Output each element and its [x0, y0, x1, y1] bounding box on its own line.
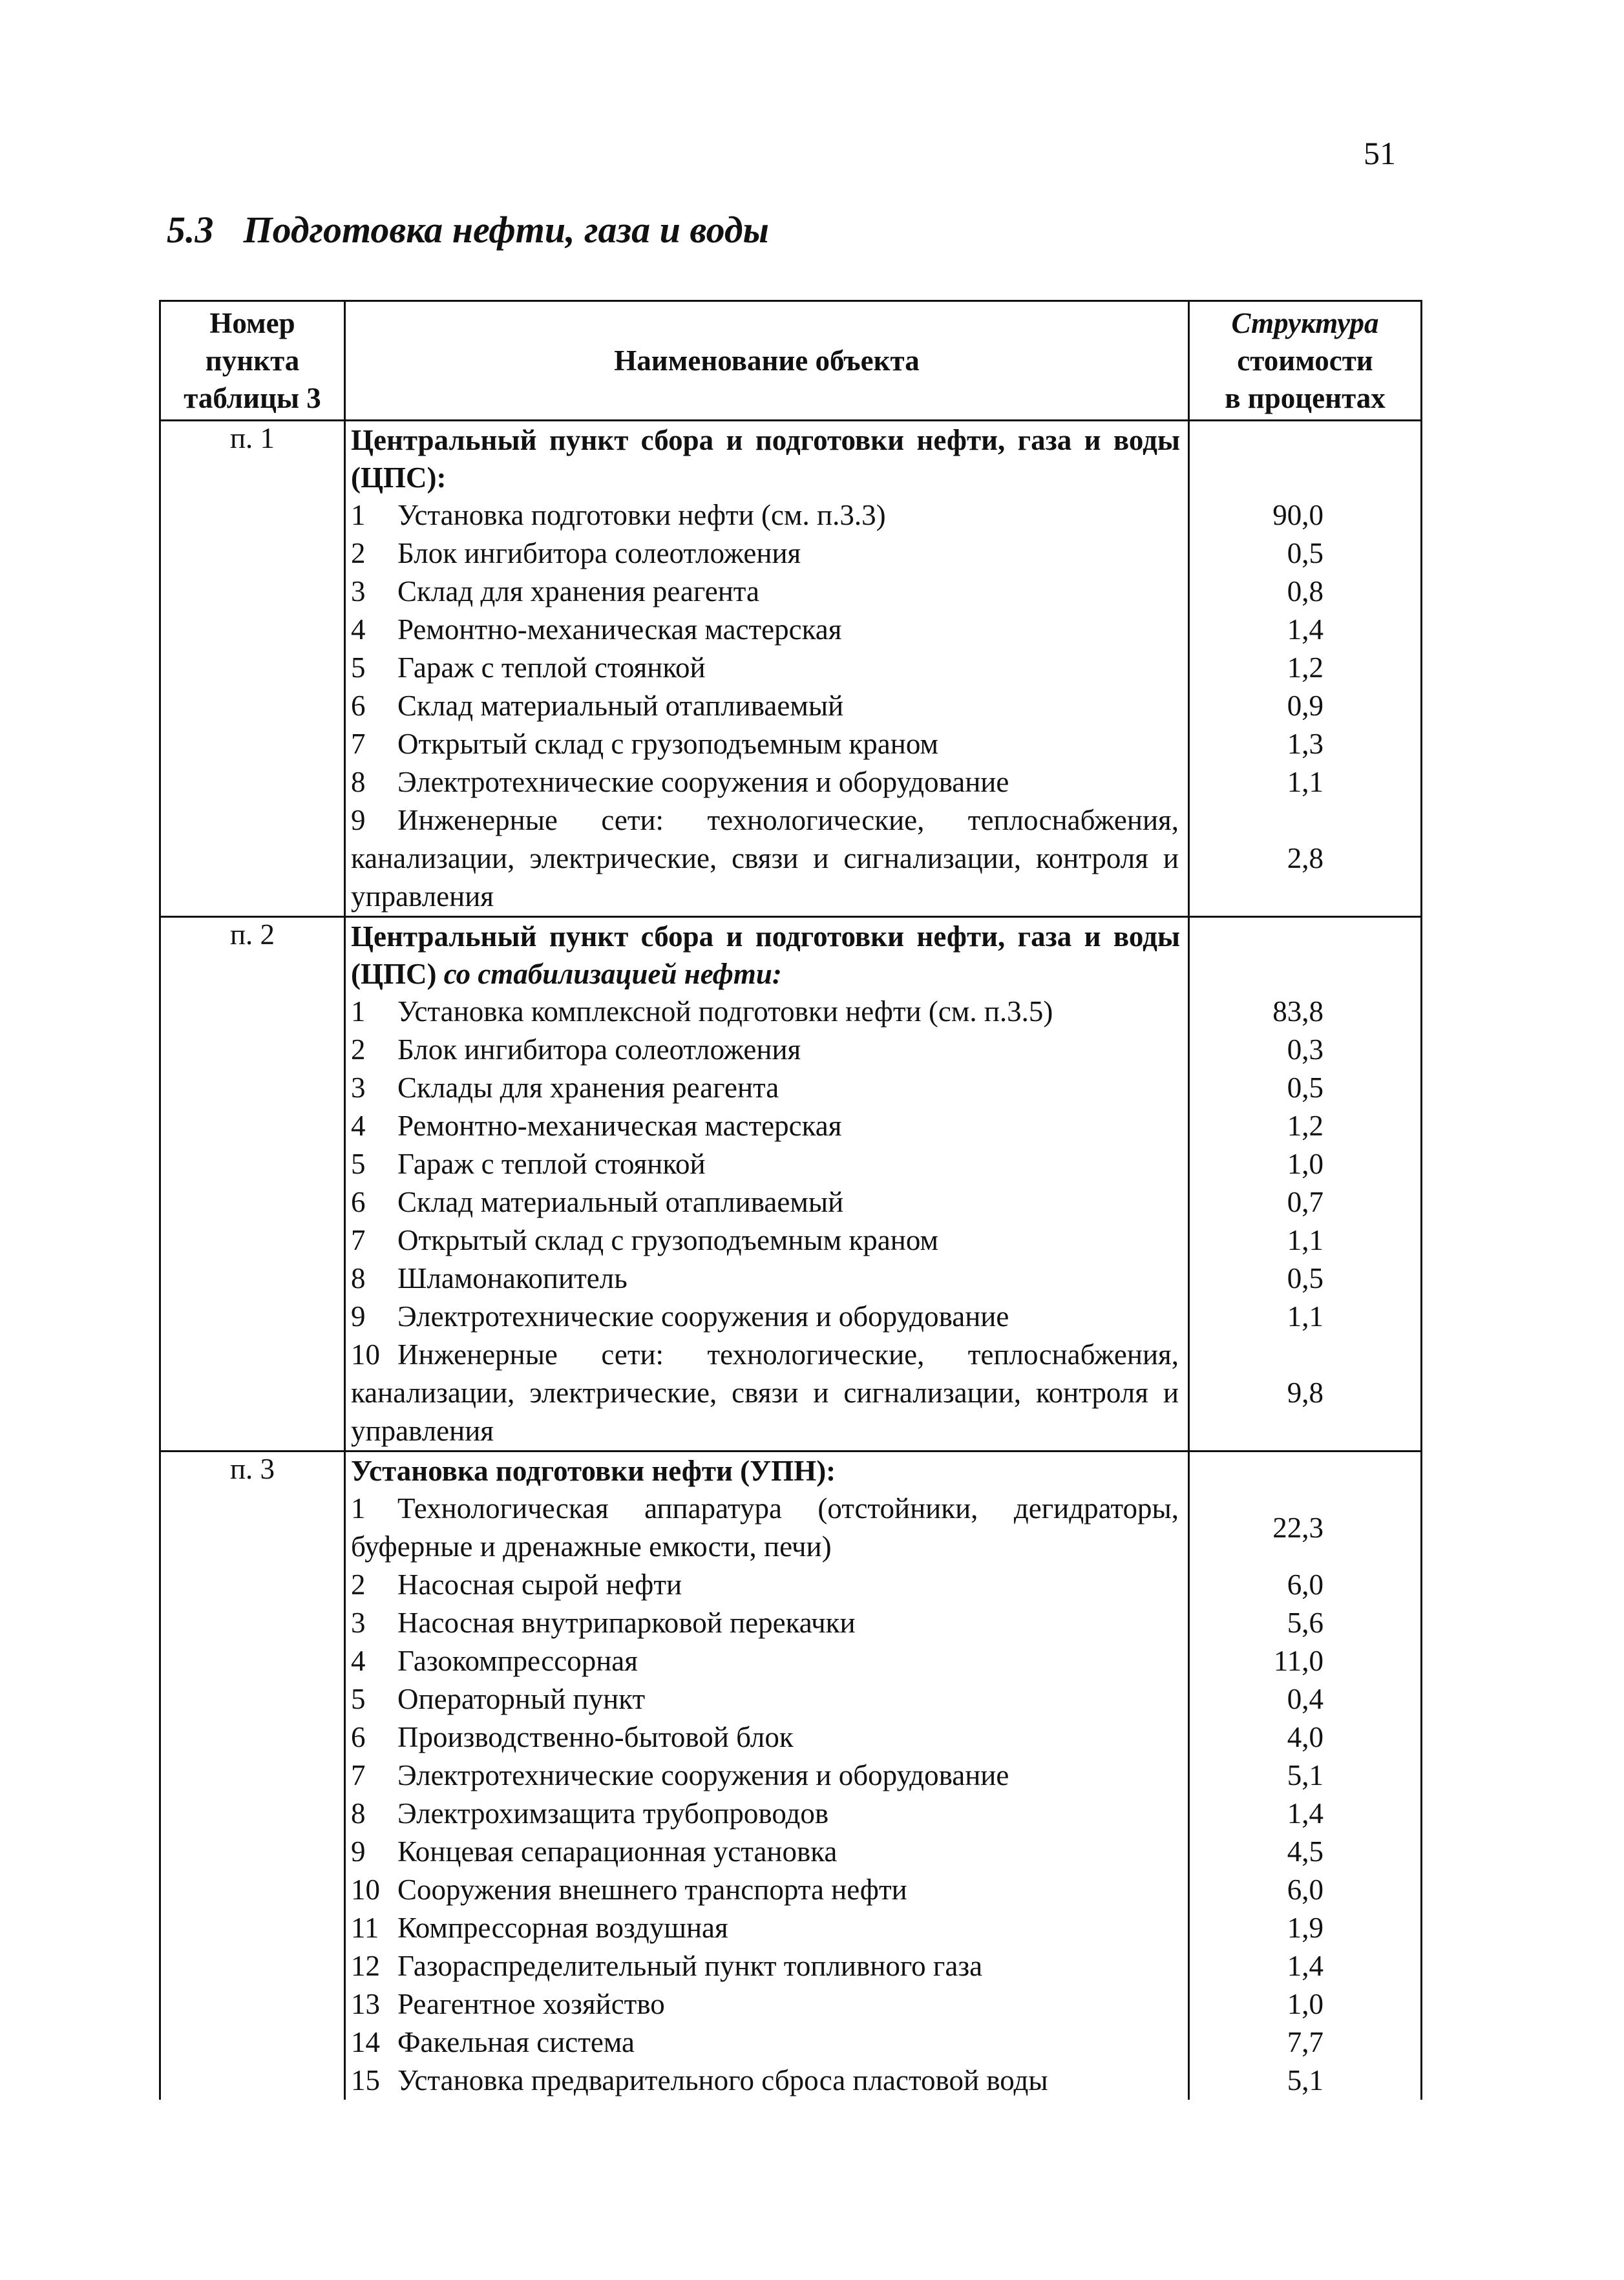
cost-percent: 90,0 [1189, 496, 1422, 534]
item-name: Склады для хранения реагента [397, 1071, 779, 1104]
item-name: Инженерные сети: технологические, теплоснабжения, канализации, электрические, связи и сигнализации, контроля и управления [351, 804, 1179, 913]
item-name-cell [345, 1145, 1189, 1183]
item-name-cell [345, 687, 1189, 725]
group-title-text: Центральный пункт сбора и подготовки нефти, газа и воды (ЦПС) [351, 920, 1180, 990]
item-name: Факельная система [397, 2026, 635, 2058]
item-number: 4 [351, 1645, 366, 1677]
table-row [160, 1909, 1422, 1947]
item-number: 10 [351, 1874, 380, 1906]
item-name: Электротехнические сооружения и оборудование [397, 766, 1009, 798]
item-number: 4 [351, 613, 366, 646]
table-group [160, 917, 1422, 1451]
cost-percent: 1,0 [1189, 1985, 1422, 2023]
table-row [160, 1107, 1422, 1145]
item-name-cell [345, 611, 1189, 649]
item-name: Блок ингибитора солеотложения [397, 537, 801, 569]
item-name-cell [345, 2062, 1189, 2100]
item-number: 9 [351, 1300, 366, 1333]
item-number: 3 [351, 1607, 366, 1639]
cost-percent: 0,7 [1189, 1183, 1422, 1221]
item-name: Газораспределительный пункт топливного газа [397, 1950, 983, 1982]
item-number: 5 [351, 651, 366, 684]
item-name-cell [345, 1909, 1189, 1947]
group-title-text: Центральный пункт сбора и подготовки нефти, газа и воды (ЦПС): [351, 424, 1180, 494]
item-number: 5 [351, 1148, 366, 1180]
item-name: Открытый склад с грузоподъемным краном [397, 728, 938, 760]
cost-percent: 1,2 [1189, 649, 1422, 687]
item-number: 6 [351, 1186, 366, 1218]
item-name: Склад для хранения реагента [397, 575, 759, 607]
empty-value-cell [1189, 421, 1422, 497]
section-title-text: Подготовка нефти, газа и воды [243, 209, 769, 251]
item-name-cell [345, 649, 1189, 687]
item-name: Гараж с теплой стоянкой [397, 1148, 706, 1180]
item-name-cell [345, 1336, 1189, 1451]
cost-percent: 0,5 [1189, 1260, 1422, 1298]
table-row [160, 1795, 1422, 1833]
item-name-cell [345, 993, 1189, 1031]
item-number: 3 [351, 1071, 366, 1104]
table-row [160, 2023, 1422, 2062]
table-row [160, 1680, 1422, 1718]
cost-percent: 9,8 [1189, 1336, 1422, 1451]
header-line: Структура [1231, 307, 1379, 339]
table-row [160, 496, 1422, 534]
table-header-row [160, 301, 1422, 421]
group-title [345, 917, 1189, 993]
item-name-cell [345, 534, 1189, 573]
item-name-cell [345, 573, 1189, 611]
table-row [160, 1642, 1422, 1680]
group-title-italic: со стабилизацией нефти: [443, 958, 782, 990]
table-row [160, 1336, 1422, 1451]
item-name-cell [345, 1604, 1189, 1642]
item-number: 7 [351, 1759, 366, 1791]
item-name-cell [345, 725, 1189, 763]
table-row [160, 1298, 1422, 1336]
item-number: 5 [351, 1683, 366, 1715]
item-number: 6 [351, 1721, 366, 1753]
group-title-text: Установка подготовки нефти (УПН): [351, 1455, 836, 1487]
cost-percent: 0,5 [1189, 534, 1422, 573]
item-number: 1 [351, 995, 366, 1028]
group-title [345, 1451, 1189, 1490]
item-name-cell [345, 801, 1189, 917]
item-name: Установка подготовки нефти (см. п.3.3) [397, 499, 886, 531]
cost-percent: 2,8 [1189, 801, 1422, 917]
item-name: Открытый склад с грузоподъемным краном [397, 1224, 938, 1256]
item-name: Компрессорная воздушная [397, 1912, 728, 1944]
item-number: 13 [351, 1988, 380, 2020]
item-number: 2 [351, 537, 366, 569]
item-number: 7 [351, 728, 366, 760]
empty-value-cell [1189, 917, 1422, 993]
item-name-cell [345, 1221, 1189, 1260]
cost-percent: 83,8 [1189, 993, 1422, 1031]
item-number: 6 [351, 690, 366, 722]
item-number: 4 [351, 1110, 366, 1142]
page-number: 51 [1364, 135, 1396, 171]
item-name-cell [345, 1871, 1189, 1909]
item-name: Технологическая аппаратура (отстойники, дегидраторы, буферные и дренажные емкости, печи) [351, 1492, 1179, 1563]
item-name-cell [345, 1757, 1189, 1795]
table-row [160, 1833, 1422, 1871]
cost-percent: 11,0 [1189, 1642, 1422, 1680]
item-number: 14 [351, 2026, 380, 2058]
item-name: Склад материальный отапливаемый [397, 690, 844, 722]
item-number: 9 [351, 1835, 366, 1868]
item-name: Инженерные сети: технологические, теплоснабжения, канализации, электрические, связи и сигнализации, контроля и управления [351, 1338, 1179, 1447]
item-number: 8 [351, 1262, 366, 1294]
table-row [160, 1985, 1422, 2023]
table-row [160, 1718, 1422, 1757]
table-row [160, 1947, 1422, 1985]
item-number: 3 [351, 575, 366, 607]
item-number: 15 [351, 2064, 380, 2096]
cost-percent: 7,7 [1189, 2023, 1422, 2062]
item-name-cell [345, 1566, 1189, 1604]
item-name: Концевая сепарационная установка [397, 1835, 838, 1868]
cost-percent: 1,1 [1189, 763, 1422, 801]
item-name-cell [345, 1718, 1189, 1757]
item-name-cell [345, 1947, 1189, 1985]
cost-percent: 0,9 [1189, 687, 1422, 725]
item-number: 7 [351, 1224, 366, 1256]
point-number-cell: п. 2 [160, 917, 345, 1451]
item-name: Гараж с теплой стоянкой [397, 651, 706, 684]
item-name-cell [345, 1680, 1189, 1718]
cost-percent: 1,3 [1189, 725, 1422, 763]
item-name: Склад материальный отапливаемый [397, 1186, 844, 1218]
cost-percent: 1,1 [1189, 1298, 1422, 1336]
item-name-cell [345, 763, 1189, 801]
item-name: Операторный пункт [397, 1683, 646, 1715]
item-name: Установка предварительного сброса пластовой воды [397, 2064, 1048, 2096]
cost-percent: 4,0 [1189, 1718, 1422, 1757]
table-row [160, 1490, 1422, 1566]
table-group [160, 1451, 1422, 2100]
header-line: стоимости [1237, 344, 1373, 377]
item-name-cell [345, 1642, 1189, 1680]
table-row [160, 1145, 1422, 1183]
header-line: таблицы 3 [184, 382, 321, 414]
item-number: 8 [351, 1797, 366, 1830]
table-row [160, 687, 1422, 725]
item-name: Ремонтно-механическая мастерская [397, 1110, 842, 1142]
cost-percent: 1,9 [1189, 1909, 1422, 1947]
group-title-row [160, 421, 1422, 497]
item-name-cell [345, 1069, 1189, 1107]
group-title-row [160, 917, 1422, 993]
item-name-cell [345, 1833, 1189, 1871]
empty-value-cell [1189, 1451, 1422, 1490]
item-name: Ремонтно-механическая мастерская [397, 613, 842, 646]
cost-percent: 1,4 [1189, 1947, 1422, 1985]
item-number: 2 [351, 1568, 366, 1601]
item-name: Блок ингибитора солеотложения [397, 1033, 801, 1066]
table-row [160, 1183, 1422, 1221]
item-name-cell [345, 1298, 1189, 1336]
item-name-cell [345, 1260, 1189, 1298]
item-name: Шламонакопитель [397, 1262, 627, 1294]
item-name-cell [345, 1031, 1189, 1069]
item-number: 9 [351, 804, 366, 836]
item-name-cell [345, 1795, 1189, 1833]
table-row [160, 801, 1422, 917]
cost-percent: 5,1 [1189, 2062, 1422, 2100]
table-row [160, 1221, 1422, 1260]
point-number-cell: п. 1 [160, 421, 345, 917]
cost-structure-table [159, 300, 1422, 2100]
header-cost-structure [1189, 301, 1422, 421]
cost-percent: 0,5 [1189, 1069, 1422, 1107]
item-name: Насосная внутрипарковой перекачки [397, 1607, 856, 1639]
cost-percent: 22,3 [1189, 1490, 1422, 1566]
header-line: в процентах [1225, 382, 1386, 414]
item-name: Электрохимзащита трубопроводов [397, 1797, 829, 1830]
header-line: пункта [205, 344, 300, 377]
cost-percent: 4,5 [1189, 1833, 1422, 1871]
item-name: Сооружения внешнего транспорта нефти [397, 1874, 907, 1906]
item-number: 8 [351, 766, 366, 798]
table-row [160, 2062, 1422, 2100]
cost-percent: 1,4 [1189, 1795, 1422, 1833]
item-number: 2 [351, 1033, 366, 1066]
cost-percent: 5,6 [1189, 1604, 1422, 1642]
item-number: 12 [351, 1950, 380, 1982]
group-title-row [160, 1451, 1422, 1490]
item-name-cell [345, 1107, 1189, 1145]
section-number: 5.3 [167, 209, 214, 251]
item-name-cell [345, 2023, 1189, 2062]
header-point-number [160, 301, 345, 421]
cost-percent: 6,0 [1189, 1566, 1422, 1604]
cost-percent: 5,1 [1189, 1757, 1422, 1795]
item-name-cell [345, 1985, 1189, 2023]
table-row [160, 1260, 1422, 1298]
item-name-cell [345, 1490, 1189, 1566]
item-name-cell [345, 1183, 1189, 1221]
cost-percent: 0,8 [1189, 573, 1422, 611]
item-name: Электротехнические сооружения и оборудование [397, 1300, 1009, 1333]
table-row [160, 534, 1422, 573]
table-row [160, 1031, 1422, 1069]
table-row [160, 1566, 1422, 1604]
table-group [160, 421, 1422, 917]
item-number: 11 [351, 1912, 379, 1944]
item-number: 1 [351, 1492, 366, 1525]
item-number: 1 [351, 499, 366, 531]
group-title [345, 421, 1189, 497]
header-object-name: Наименование объекта [345, 301, 1189, 421]
item-name: Реагентное хозяйство [397, 1988, 665, 2020]
cost-percent: 6,0 [1189, 1871, 1422, 1909]
item-name: Установка комплексной подготовки нефти (см. п.3.5) [397, 995, 1053, 1028]
cost-percent: 1,2 [1189, 1107, 1422, 1145]
section-title [167, 208, 769, 251]
table-row [160, 1604, 1422, 1642]
cost-percent: 0,3 [1189, 1031, 1422, 1069]
item-name: Газокомпрессорная [397, 1645, 638, 1677]
table-row [160, 725, 1422, 763]
table-row [160, 1757, 1422, 1795]
table-row [160, 993, 1422, 1031]
cost-percent: 0,4 [1189, 1680, 1422, 1718]
point-number-cell: п. 3 [160, 1451, 345, 2100]
table-row [160, 1069, 1422, 1107]
item-name-cell [345, 496, 1189, 534]
item-name: Производственно-бытовой блок [397, 1721, 794, 1753]
item-name: Электротехнические сооружения и оборудование [397, 1759, 1009, 1791]
cost-percent: 1,0 [1189, 1145, 1422, 1183]
table-row [160, 611, 1422, 649]
table-row [160, 649, 1422, 687]
table-row [160, 763, 1422, 801]
cost-percent: 1,4 [1189, 611, 1422, 649]
header-line: Номер [209, 307, 295, 339]
table-row [160, 573, 1422, 611]
item-name: Насосная сырой нефти [397, 1568, 682, 1601]
cost-percent: 1,1 [1189, 1221, 1422, 1260]
table-row [160, 1871, 1422, 1909]
item-number: 10 [351, 1338, 380, 1371]
